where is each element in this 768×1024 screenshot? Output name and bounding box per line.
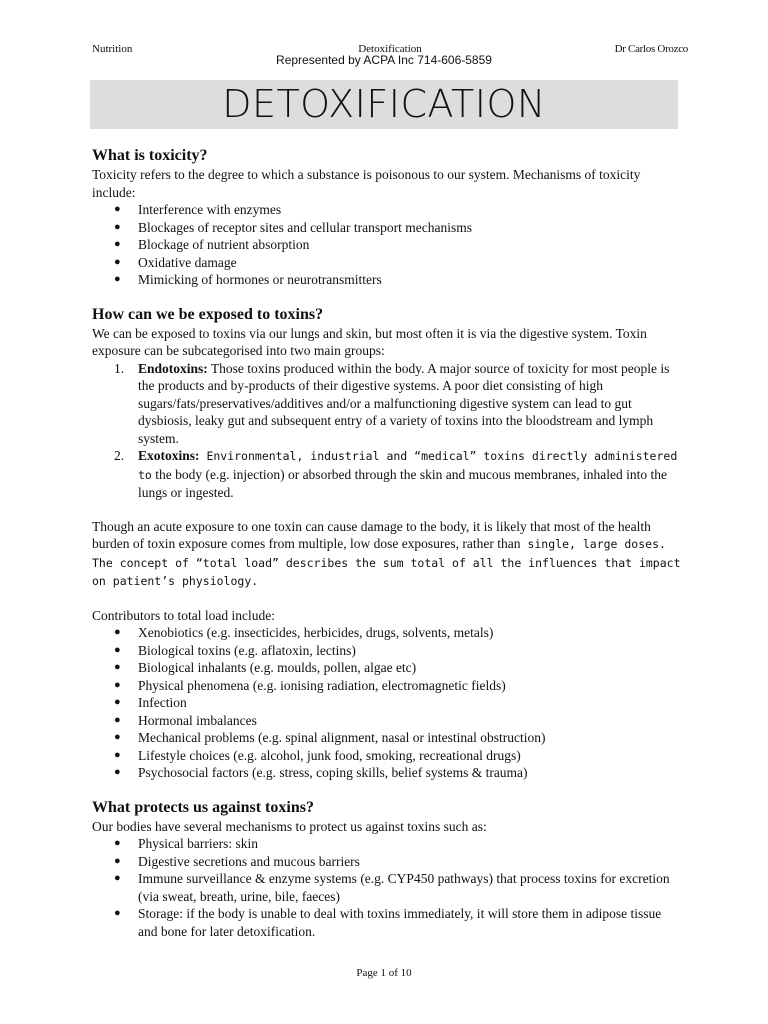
bullet-icon: ● (114, 238, 121, 250)
bullet-icon: ● (114, 713, 121, 726)
document-body (92, 146, 682, 940)
bullet-icon: ● (114, 837, 121, 849)
bullet-icon: ● (114, 731, 121, 743)
list-item: ● Mimicking of hormones or neurotransmitters (114, 272, 382, 287)
total-load-paragraph: Though an acute exposure to one toxin can cause damage to the body, it is likely that most of the health burden of toxin exposure comes from multiple, low dose exposures, rather than single, large doses. The concept of “total load” describes the sum total of all the influences that impact on patient’s physiology. (92, 518, 681, 588)
list-item: ● Immune surveillance & enzyme systems (e.g. CYP450 pathways) that process toxins for excretion (via sweat, breath, urine, bile, faeces) (114, 871, 670, 904)
contributors-list (92, 624, 682, 782)
spacer (92, 502, 682, 518)
term-exotoxins: Exotoxins: (138, 448, 200, 463)
list-item: ● Biological inhalants (e.g. moulds, pollen, algae etc) (114, 660, 417, 675)
bullet-icon: ● (114, 748, 121, 761)
spacer (92, 782, 682, 798)
toxicity-mechanisms-list (92, 201, 682, 289)
section-intro: Our bodies have several mechanisms to protect us against toxins such as: (92, 818, 487, 834)
list-item: ● Blockages of receptor sites and cellular transport mechanisms (114, 219, 473, 235)
section-intro: Toxicity refers to the degree to which a substance is poisonous to our system. Mechanisms of toxicity include: (92, 167, 641, 200)
document-title: DETOXIFICATION (222, 82, 546, 126)
header-author: Dr Carlos Orozco (614, 43, 688, 55)
bullet-icon: ● (114, 854, 121, 867)
section-heading: What is toxicity? (92, 147, 208, 164)
bullet-icon: ● (114, 626, 121, 638)
section-intro: We can be exposed to toxins via our lungs and skin, but most often it is via the digestive system. Toxin exposure can be subcategorised into two main groups: (92, 325, 647, 358)
bullet-icon: ● (114, 872, 121, 884)
header-subject: Nutrition (92, 43, 133, 55)
list-item: ● Physical barriers: skin (114, 836, 258, 851)
section-heading: What protects us against toxins? (92, 798, 314, 816)
toxin-groups-list (92, 360, 682, 502)
section-toxicity (92, 146, 682, 289)
spacer (92, 289, 682, 305)
header-topic: Detoxification (358, 43, 422, 55)
list-item: ● Psychosocial factors (e.g. stress, coping skills, belief systems & trauma) (114, 765, 528, 780)
list-item: ● Xenobiotics (e.g. insecticides, herbicides, drugs, solvents, metals) (114, 625, 494, 640)
bullet-icon: ● (114, 907, 121, 919)
bullet-icon: ● (114, 661, 121, 673)
list-item: ● Oxidative damage (114, 254, 237, 270)
list-item: ● Lifestyle choices (e.g. alcohol, junk food, smoking, recreational drugs) (114, 747, 521, 763)
list-item: ● Storage: if the body is unable to deal with toxins immediately, it will store them in adipose tissue and bone for later detoxification. (114, 906, 662, 939)
bullet-icon: ● (114, 643, 121, 656)
list-item: ● Infection (114, 695, 187, 710)
bullet-icon: ● (114, 678, 121, 691)
bullet-icon: ● (114, 255, 121, 268)
list-item: ● Hormonal imbalances (114, 712, 257, 728)
list-item: ● Digestive secretions and mucous barriers (114, 853, 360, 869)
list-item: ● Interference with enzymes (114, 202, 282, 217)
title-banner (90, 80, 678, 129)
term-endotoxins: Endotoxins: (138, 360, 208, 376)
list-item: 2. Exotoxins: Environmental, industrial and “medical” toxins directly administered to the body (e.g. injection) or absorbed through the skin and mucous membranes, inhaled into the lungs or ingested. (114, 448, 678, 500)
represented-by-line: Represented by ACPA Inc 714-606-5859 (276, 53, 492, 67)
bullet-icon: ● (114, 766, 121, 778)
bullet-icon: ● (114, 203, 121, 215)
list-item: ● Blockage of nutrient absorption (114, 237, 310, 252)
list-item: ● Biological toxins (e.g. aflatoxin, lectins) (114, 642, 356, 658)
section-protection (92, 798, 682, 941)
bullet-icon: ● (114, 696, 121, 708)
contributors-intro: Contributors to total load include: (92, 607, 275, 623)
section-exposure (92, 305, 682, 782)
list-item: 1. Endotoxins: Those toxins produced within the body. A major source of toxicity for most people is the products and by-products of their digestive systems. A poor diet consisting of high sugars/fats/preservatives/additives and/or a malfunctioning digestive system can lead to gut dysbiosis, leaky gut and subsequent entry of a variety of toxins into the bloodstream and lymph system. (114, 360, 670, 446)
protection-list (92, 835, 682, 940)
spacer (92, 591, 682, 607)
list-item: ● Mechanical problems (e.g. spinal alignment, nasal or intestinal obstruction) (114, 730, 546, 745)
page-number: Page 1 of 10 (356, 967, 412, 979)
list-item: ● Physical phenomena (e.g. ionising radiation, electromagnetic fields) (114, 677, 506, 693)
bullet-icon: ● (114, 273, 121, 285)
section-heading: How can we be exposed to toxins? (92, 305, 324, 323)
bullet-icon: ● (114, 220, 121, 233)
